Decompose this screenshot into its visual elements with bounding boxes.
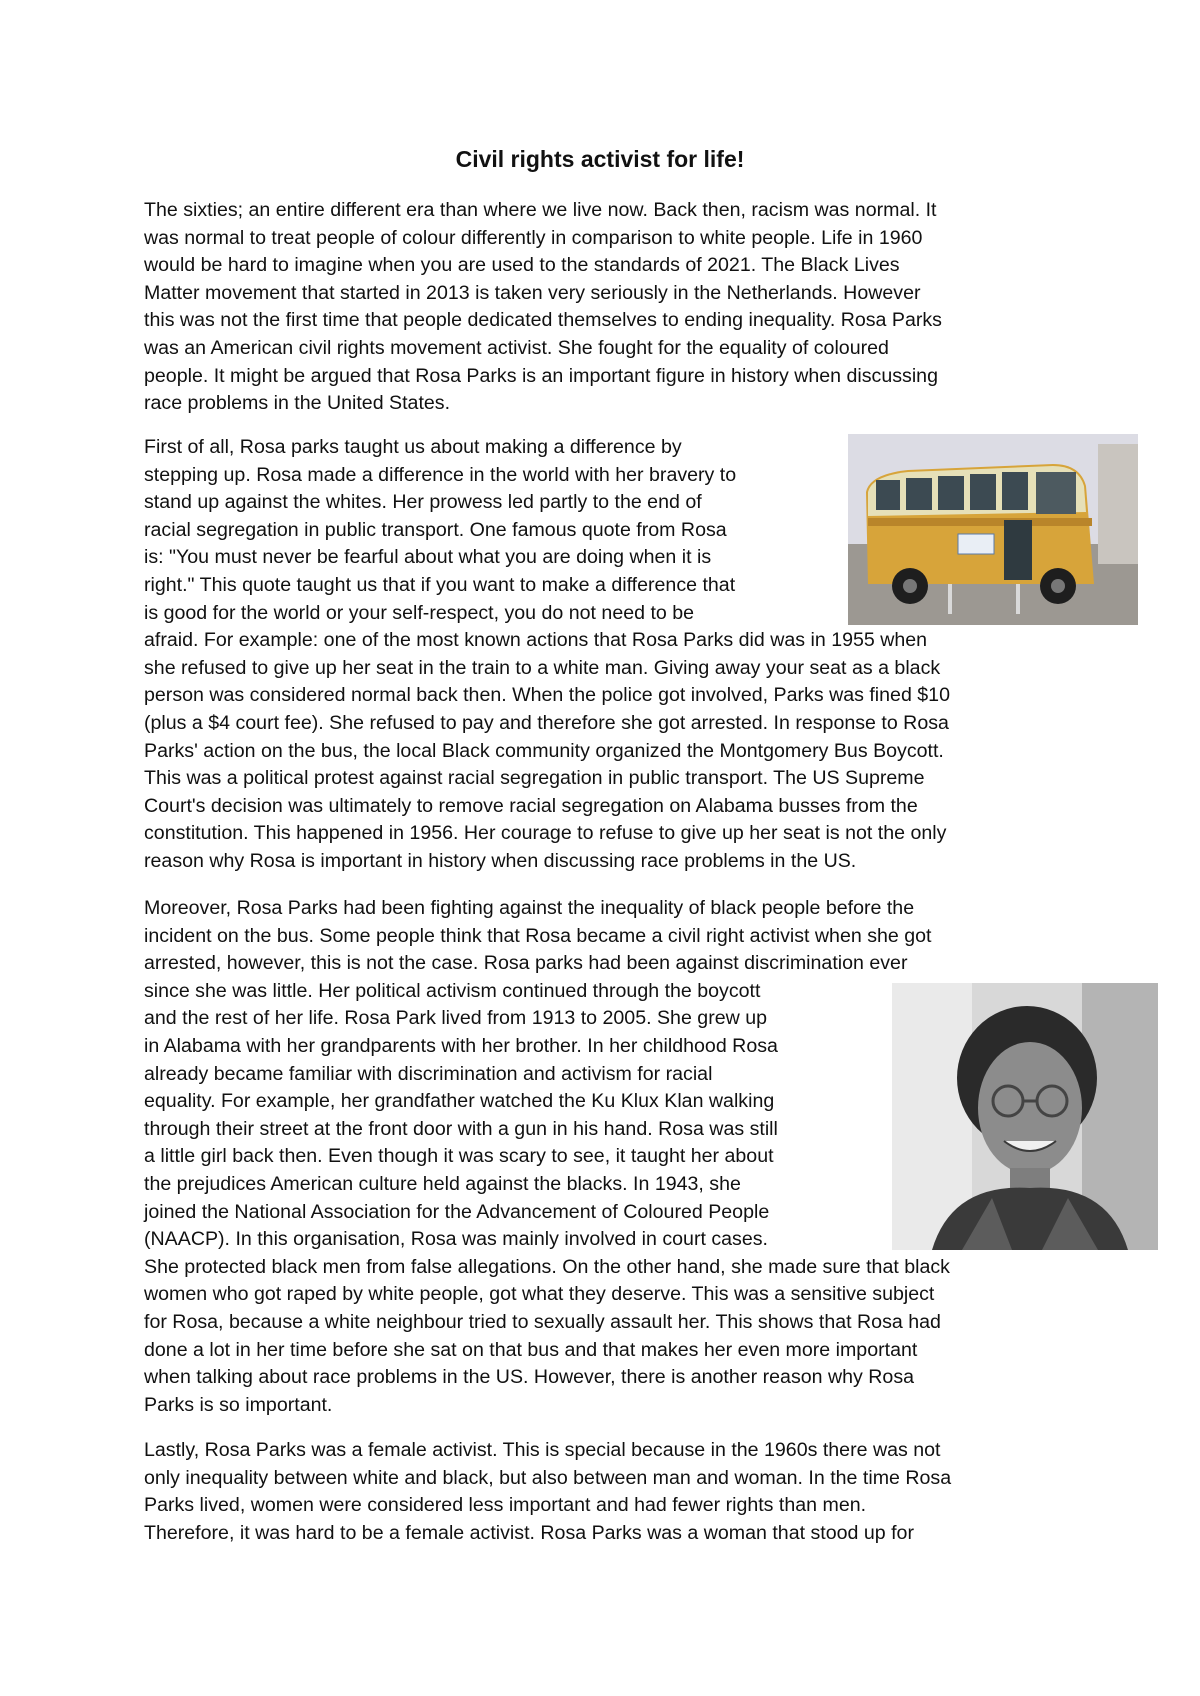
text-line: racial segregation in public transport. One famous quote from Rosa	[144, 518, 727, 541]
text-line: and the rest of her life. Rosa Park lived from 1913 to 2005. She grew up	[144, 1007, 768, 1030]
text-line: incident on the bus. Some people think that Rosa became a civil right activist when she got	[144, 924, 932, 947]
text-line: She protected black men from false allegations. On the other hand, she made sure that black	[144, 1255, 950, 1278]
text-line: stand up against the whites. Her prowess led partly to the end of	[144, 491, 702, 514]
text-line: First of all, Rosa parks taught us about making a difference by	[144, 436, 682, 458]
text-line: women who got raped by white people, got what they deserve. This was a sensitive subject	[144, 1283, 935, 1306]
text-line: reason why Rosa is important in history when discussing race problems in the US.	[144, 849, 857, 872]
text-line: in Alabama with her grandparents with her brother. In her childhood Rosa	[144, 1034, 778, 1057]
text-line: this was not the first time that people dedicated themselves to ending inequality. Rosa Parks	[144, 309, 942, 332]
text-line: when talking about race problems in the US. However, there is another reason why Rosa	[144, 1366, 915, 1389]
text-line: (NAACP). In this organisation, Rosa was mainly involved in court cases.	[144, 1228, 768, 1251]
text-line: equality. For example, her grandfather watched the Ku Klux Klan walking	[144, 1090, 775, 1113]
portrait-illustration	[892, 983, 1158, 1250]
text-line: done a lot in her time before she sat on that bus and that makes her even more important	[144, 1338, 918, 1361]
text-line: race problems in the United States.	[144, 392, 451, 415]
paragraph-female-activist	[144, 1437, 951, 1547]
text-line: was normal to treat people of colour differently in comparison to white people. Life in 1960	[144, 226, 923, 249]
text-line: for Rosa, because a white neighbour tried to sexually assault her. This shows that Rosa had	[144, 1310, 941, 1333]
text-line: Parks is so important.	[144, 1393, 333, 1416]
text-line: already became familiar with discrimination and activism for racial	[144, 1062, 713, 1085]
rosa-parks-portrait-photo	[892, 983, 1158, 1250]
text-line: constitution. This happened in 1956. Her courage to refuse to give up her seat is not the only	[144, 822, 947, 845]
paragraph-making-a-difference	[144, 434, 950, 876]
text-line: (plus a $4 court fee). She refused to pay and therefore she got arrested. In response to Rosa	[144, 711, 949, 734]
text-line: would be hard to imagine when you are used to the standards of 2021. The Black Lives	[144, 254, 900, 277]
text-line: right." This quote taught us that if you want to make a difference that	[144, 573, 736, 596]
text-line: Lastly, Rosa Parks was a female activist. This is special because in the 1960s there was not	[144, 1439, 941, 1461]
text-line: joined the National Association for the Advancement of Coloured People	[144, 1200, 770, 1223]
text-line: The sixties; an entire different era than where we live now. Back then, racism was normal. It	[144, 199, 937, 221]
text-line: people. It might be argued that Rosa Parks is an important figure in history when discussing	[144, 364, 938, 387]
text-line: Therefore, it was hard to be a female activist. Rosa Parks was a woman that stood up for	[144, 1521, 914, 1544]
text-line: since she was little. Her political activism continued through the boycott	[144, 979, 761, 1002]
text-line: person was considered normal back then. When the police got involved, Parks was fined $10	[144, 684, 950, 707]
document-title: Civil rights activist for life!	[455, 146, 745, 172]
text-line: stepping up. Rosa made a difference in the world with her bravery to	[144, 463, 737, 486]
paragraph-fighting-inequality	[144, 895, 950, 1419]
text-line: arrested, however, this is not the case. Rosa parks had been against discrimination ever	[144, 952, 908, 975]
text-line: Parks' action on the bus, the local Black community organized the Montgomery Bus Boycott.	[144, 739, 944, 762]
text-line: the prejudices American culture held against the blacks. In 1943, she	[144, 1172, 741, 1195]
text-line: afraid. For example: one of the most known actions that Rosa Parks did was in 1955 when	[144, 629, 928, 652]
text-line: through their street at the front door with a gun in his hand. Rosa was still	[144, 1117, 778, 1140]
bus-illustration	[848, 434, 1138, 625]
text-line: she refused to give up her seat in the train to a white man. Giving away your seat as a black	[144, 656, 941, 679]
paragraph-intro	[144, 197, 942, 418]
text-line: Moreover, Rosa Parks had been fighting against the inequality of black people before the	[144, 897, 915, 919]
text-line: This was a political protest against racial segregation in public transport. The US Supreme	[144, 767, 925, 790]
bus-photo	[848, 434, 1138, 625]
text-line: is good for the world or your self-respect, you do not need to be	[144, 601, 695, 624]
text-line: Court's decision was ultimately to remove racial segregation on Alabama busses from the	[144, 794, 918, 817]
text-line: Matter movement that started in 2013 is taken very seriously in the Netherlands. However	[144, 281, 921, 304]
text-line: Parks lived, women were considered less important and had fewer rights than men.	[144, 1494, 867, 1517]
text-line: was an American civil rights movement activist. She fought for the equality of coloured	[144, 336, 889, 359]
text-line: is: "You must never be fearful about what you are doing when it is	[144, 546, 712, 569]
text-line: only inequality between white and black, but also between man and woman. In the time Rosa	[144, 1466, 952, 1489]
text-line: a little girl back then. Even though it was scary to see, it taught her about	[144, 1145, 774, 1168]
